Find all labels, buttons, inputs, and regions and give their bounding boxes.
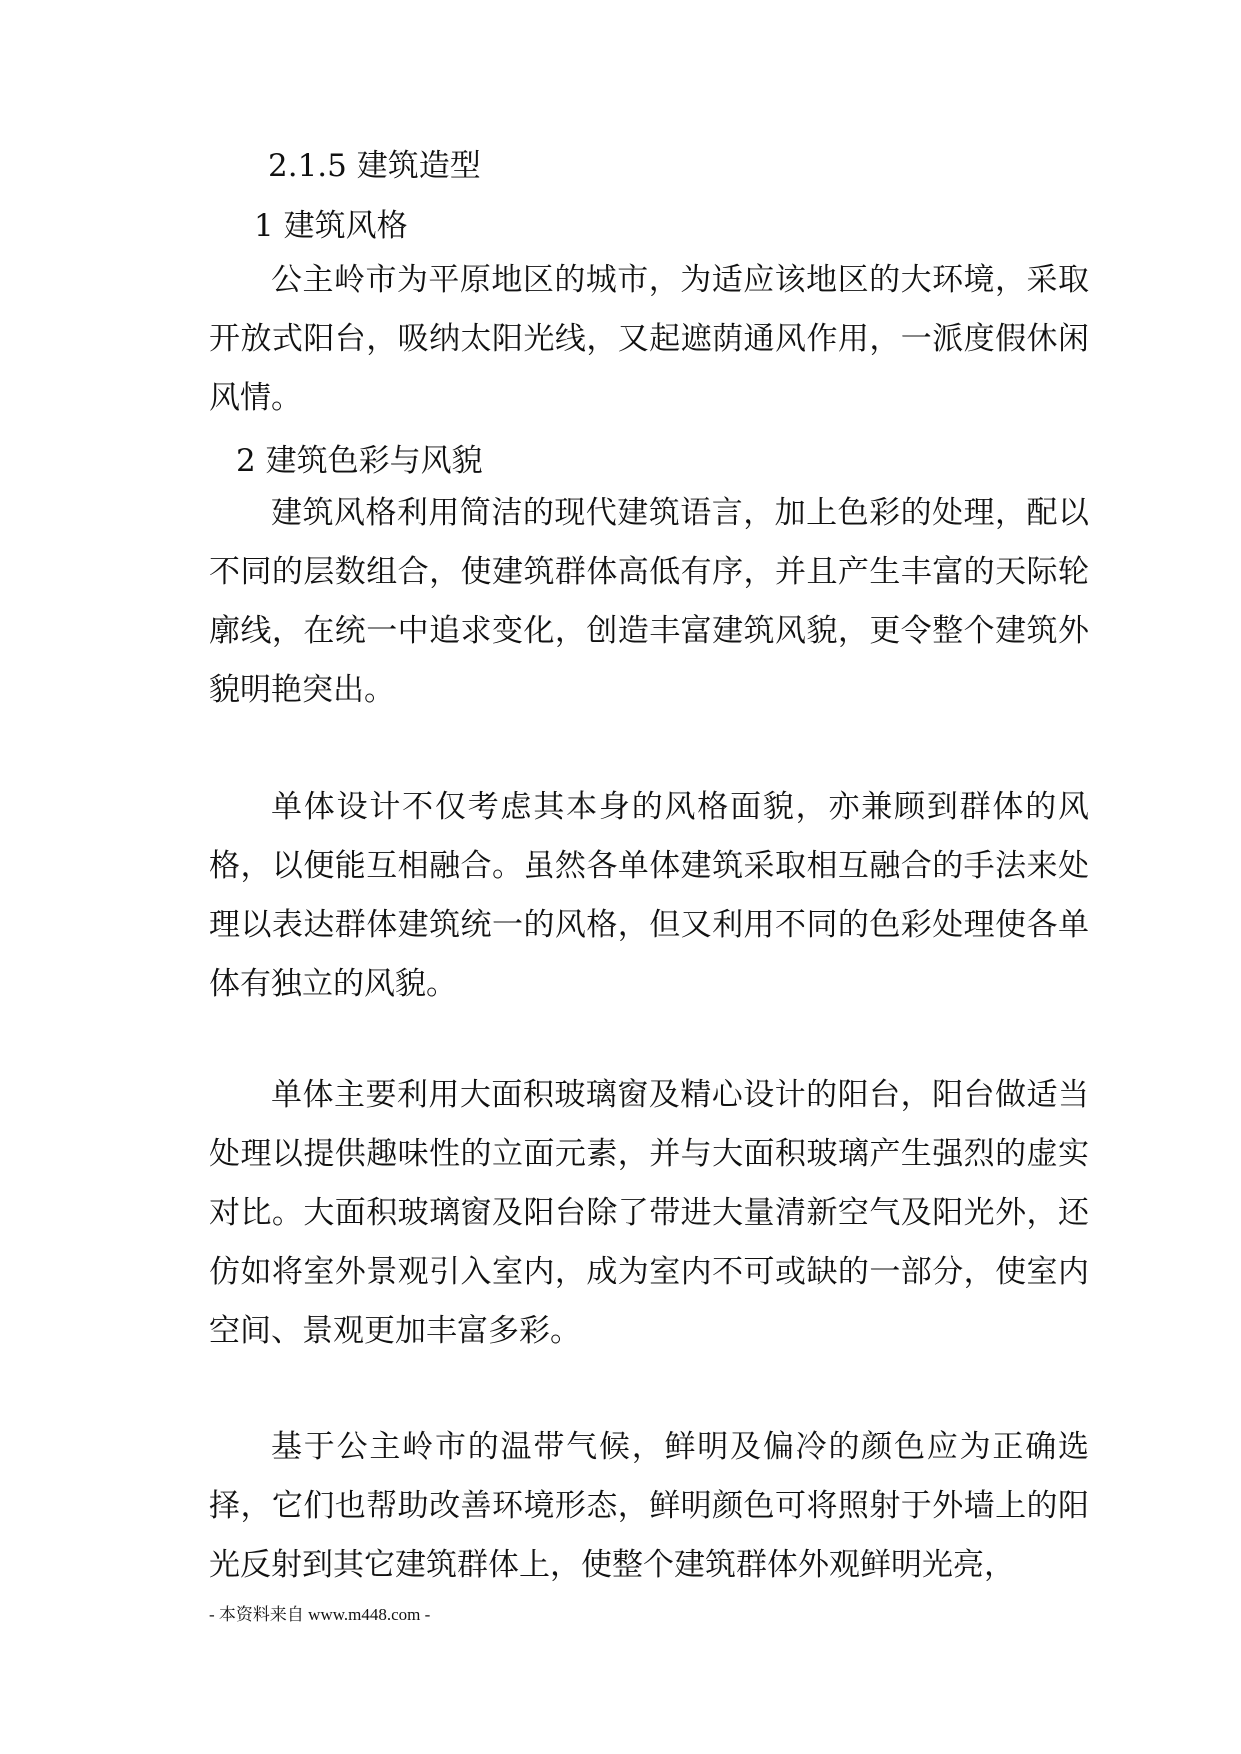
paragraph: 单体主要利用大面积玻璃窗及精心设计的阳台，阳台做适当处理以提供趣味性的立面元素，并与大面积玻璃产生强烈的虚实对比。大面积玻璃窗及阳台除了带进大量清新空气及阳光外，还仿如将室外景观引入室内，成为室内不可或缺的一部分，使室内空间、景观更加丰富多彩。 xyxy=(209,1077,1089,1349)
subsection-heading: 1 建筑风格 xyxy=(254,208,408,244)
subsection-heading: 2 建筑色彩与风貌 xyxy=(236,443,483,479)
paragraph: 基于公主岭市的温带气候，鲜明及偏冷的颜色应为正确选择，它们也帮助改善环境形态，鲜明颜色可将照射于外墙上的阳光反射到其它建筑群体上，使整个建筑群体外观鲜明光亮， xyxy=(209,1429,1089,1583)
paragraph: 单体设计不仅考虑其本身的风格面貌，亦兼顾到群体的风格，以便能互相融合。虽然各单体建筑采取相互融合的手法来处理以表达群体建筑统一的风格，但又利用不同的色彩处理使各单体有独立的风貌。 xyxy=(209,789,1089,1002)
section-title: 2.1.5 建筑造型 xyxy=(268,148,481,184)
paragraph: 建筑风格利用简洁的现代建筑语言，加上色彩的处理，配以不同的层数组合，使建筑群体高低有序，并且产生丰富的天际轮廓线，在统一中追求变化，创造丰富建筑风貌，更令整个建筑外貌明艳突出。 xyxy=(209,495,1089,708)
page-footer: - 本资料来自 www.m448.com - xyxy=(209,1605,431,1624)
paragraph: 公主岭市为平原地区的城市，为适应该地区的大环境，采取开放式阳台，吸纳太阳光线，又起遮荫通风作用，一派度假休闲风情。 xyxy=(209,262,1089,416)
